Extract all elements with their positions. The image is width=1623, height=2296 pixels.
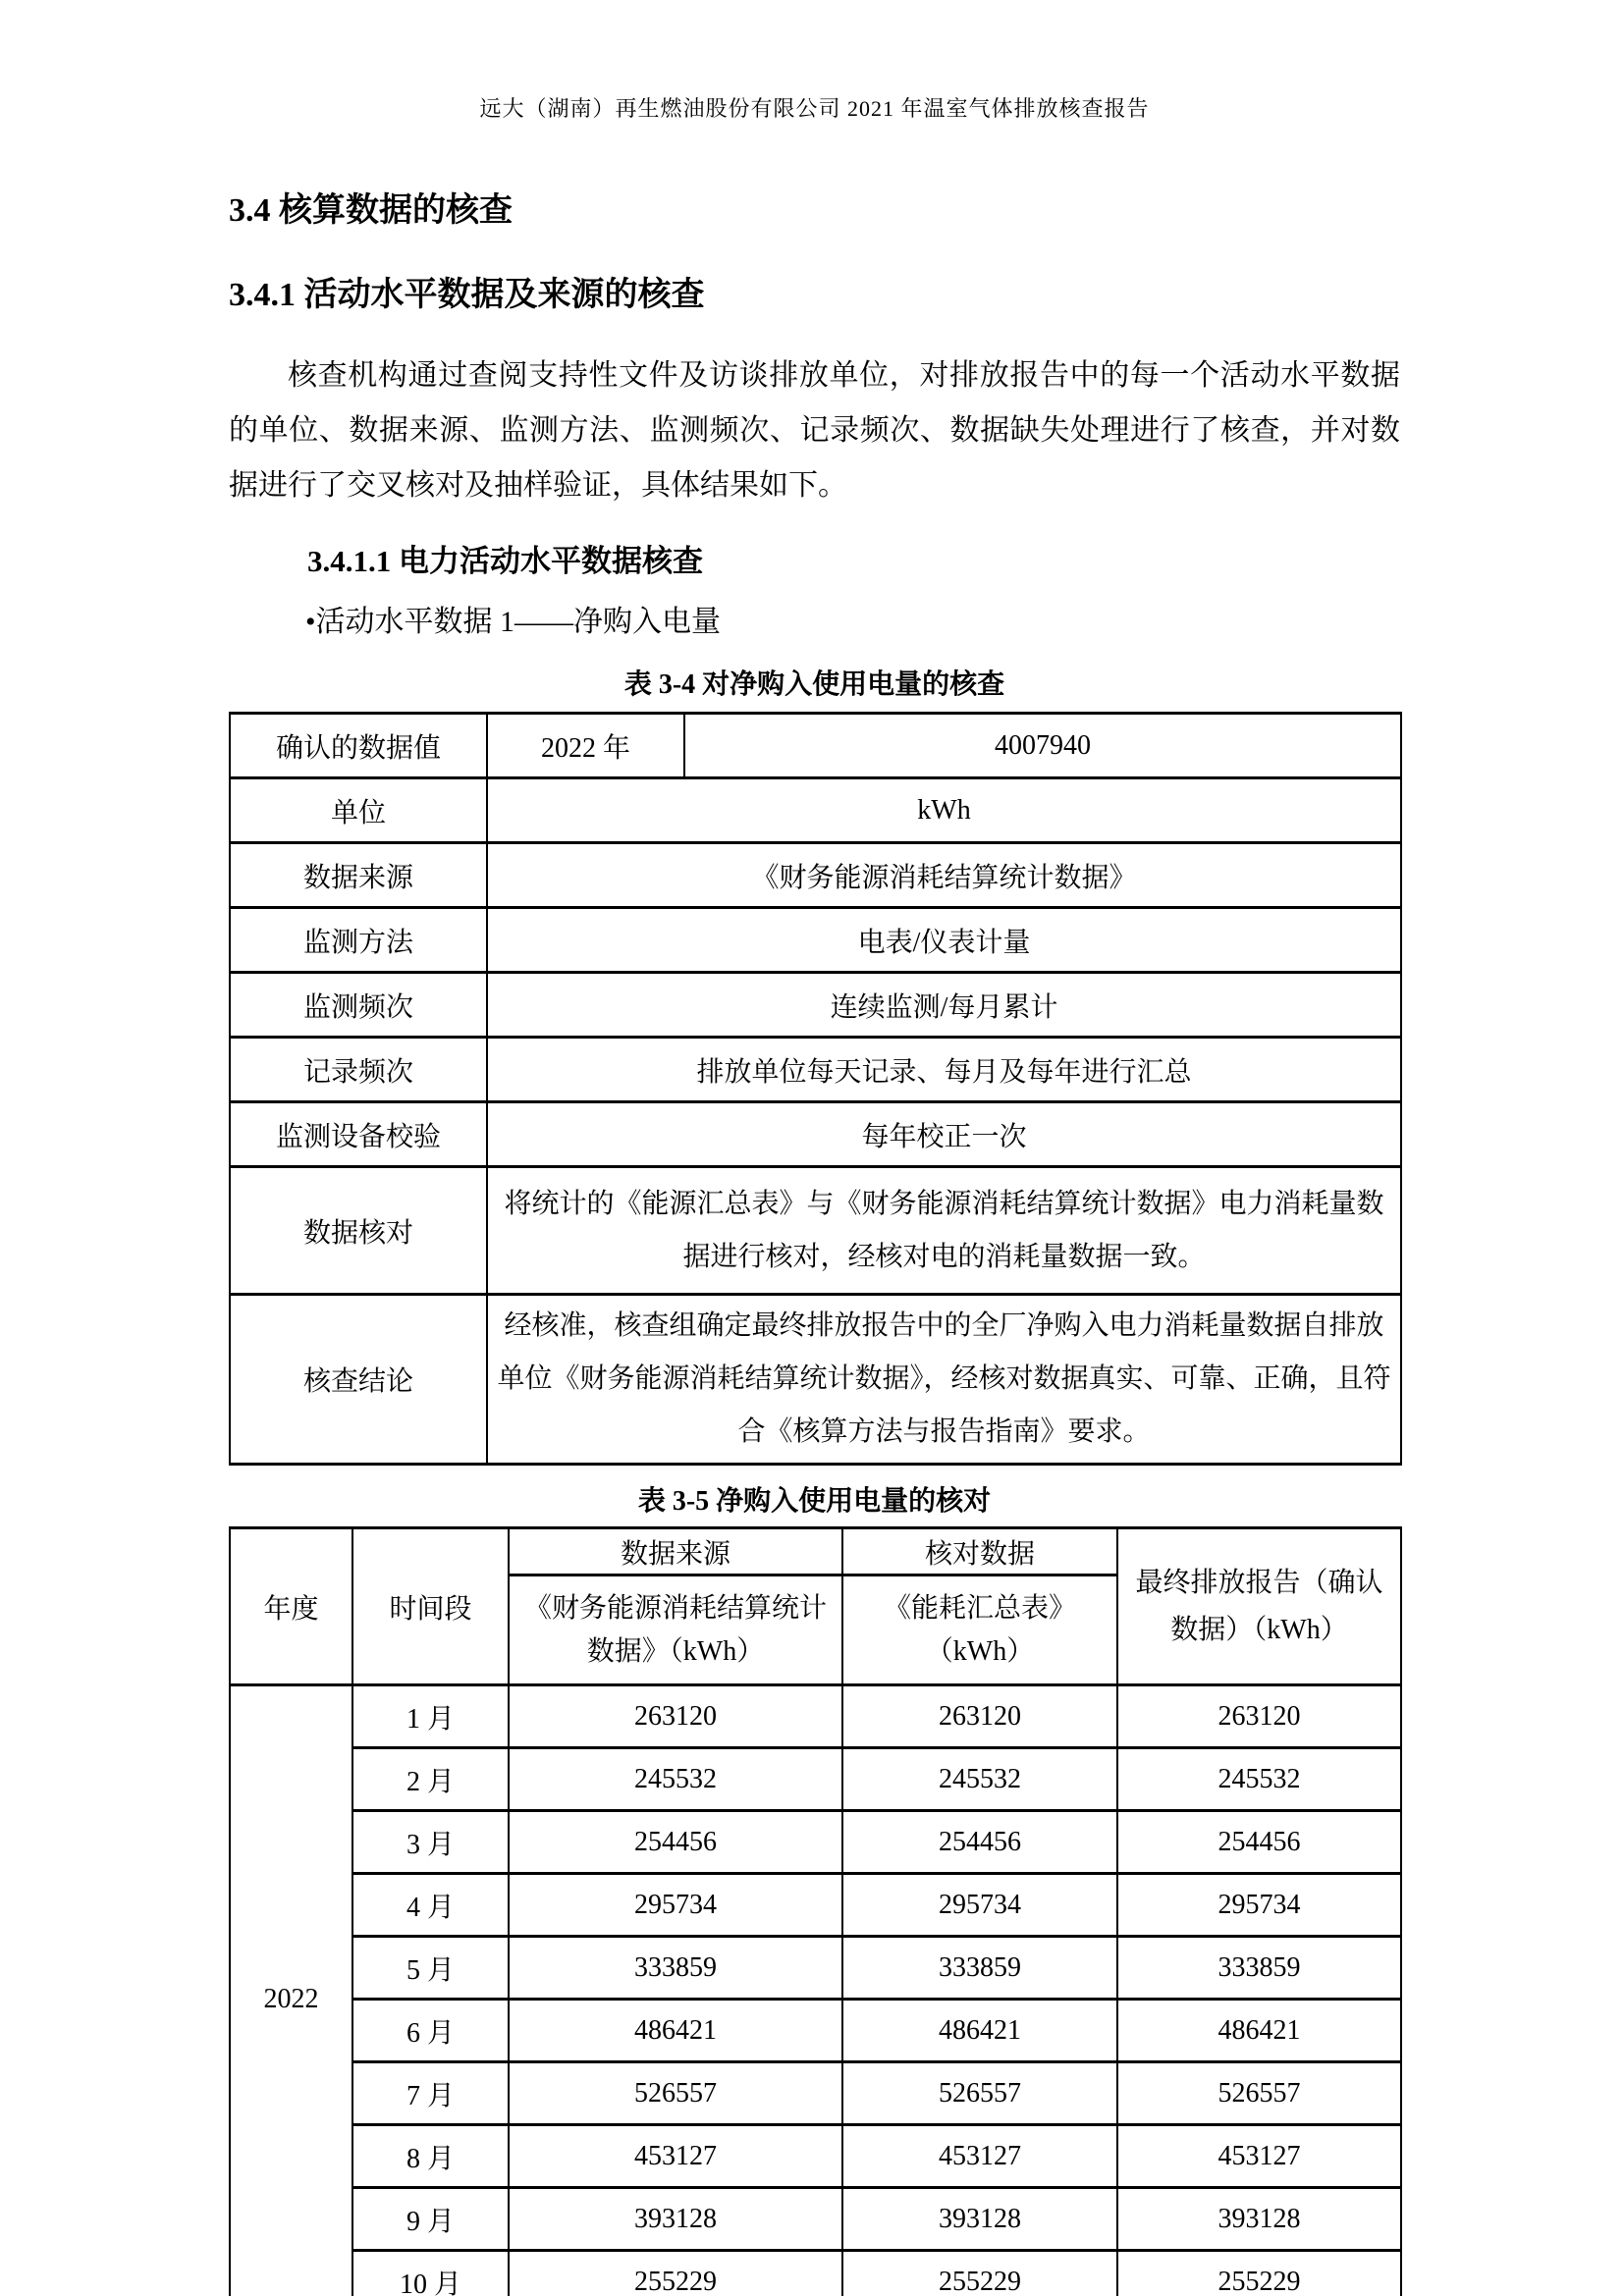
t34-confirmed-label: 确认的数据值: [230, 714, 487, 778]
t35-final-value: 295734: [1117, 1874, 1401, 1937]
heading-3-4: 3.4 核算数据的核查: [229, 192, 513, 229]
t35-source-value: 254456: [509, 1811, 842, 1874]
table-row: [230, 1811, 1401, 1874]
t35-month: 9 月: [352, 2188, 509, 2251]
table-row: [230, 2188, 1401, 2251]
t35-final-value: 333859: [1117, 1937, 1401, 2000]
t34-confirmed-year: 2022 年: [487, 714, 684, 778]
t35-month: 10 月: [352, 2251, 509, 2296]
activity-data-bullet: •活动水平数据 1——净购入电量: [305, 606, 722, 638]
t35-month: 7 月: [352, 2062, 509, 2125]
t34-row-label: 监测方法: [230, 908, 487, 973]
t35-check-value: 393128: [842, 2188, 1117, 2251]
t35-header-final: 最终排放报告（确认数据）（kWh）: [1117, 1528, 1401, 1685]
t35-final-value: 526557: [1117, 2062, 1401, 2125]
t35-check-value: 245532: [842, 1748, 1117, 1811]
table-row: [230, 778, 1401, 843]
t35-check-value: 453127: [842, 2125, 1117, 2188]
table-row: [230, 843, 1401, 908]
table-row: [230, 2000, 1401, 2062]
t35-header-check-group: 核对数据: [842, 1528, 1117, 1575]
t35-month: 6 月: [352, 2000, 509, 2062]
t35-source-value: 526557: [509, 2062, 842, 2125]
table-3-5-caption: 表 3-5 净购入使用电量的核对: [637, 1486, 992, 1517]
t35-header-year: 年度: [230, 1528, 352, 1685]
t35-source-value: 263120: [509, 1685, 842, 1748]
table-row: [230, 1295, 1401, 1465]
t34-row-value: 连续监测/每月累计: [487, 973, 1401, 1038]
t34-row-value: 将统计的《能源汇总表》与《财务能源消耗结算统计数据》电力消耗量数据进行核对，经核对电的消耗量数据一致。: [487, 1167, 1401, 1295]
t34-row-value: 排放单位每天记录、每月及每年进行汇总: [487, 1038, 1401, 1102]
t34-row-label: 数据来源: [230, 843, 487, 908]
table-row: [230, 2125, 1401, 2188]
t35-source-value: 255229: [509, 2251, 842, 2296]
t35-header-period: 时间段: [352, 1528, 509, 1685]
t35-header-source-group: 数据来源: [509, 1528, 842, 1575]
table-row: [230, 1685, 1401, 1748]
t35-source-value: 245532: [509, 1748, 842, 1811]
t34-row-label: 核查结论: [230, 1295, 487, 1465]
t35-month: 3 月: [352, 1811, 509, 1874]
table-row: [230, 1748, 1401, 1811]
t35-check-value: 333859: [842, 1937, 1117, 2000]
t35-source-value: 393128: [509, 2188, 842, 2251]
t34-confirmed-value: 4007940: [684, 714, 1401, 778]
heading-3-4-1-1: 3.4.1.1 电力活动水平数据核查: [307, 544, 703, 578]
intro-paragraph: 核查机构通过查阅支持性文件及访谈排放单位，对排放报告中的每一个活动水平数据的单位、数据来源、监测方法、监测频次、记录频次、数据缺失处理进行了核查，并对数据进行了交叉核对及抽样验证，具体结果如下。: [229, 359, 1400, 502]
table-3-4: [229, 712, 1402, 1466]
table-row: [230, 1874, 1401, 1937]
t35-month: 2 月: [352, 1748, 509, 1811]
document-header: 远大（湖南）再生燃油股份有限公司 2021 年温室气体排放核查报告: [479, 96, 1150, 121]
t35-check-value: 526557: [842, 2062, 1117, 2125]
t34-row-label: 记录频次: [230, 1038, 487, 1102]
t34-row-label: 数据核对: [230, 1167, 487, 1295]
t35-final-value: 254456: [1117, 1811, 1401, 1874]
t35-final-value: 255229: [1117, 2251, 1401, 2296]
t35-check-value: 486421: [842, 2000, 1117, 2062]
t35-final-value: 393128: [1117, 2188, 1401, 2251]
table-row: [230, 1167, 1401, 1295]
t35-final-value: 486421: [1117, 2000, 1401, 2062]
t35-check-value: 254456: [842, 1811, 1117, 1874]
t35-source-value: 486421: [509, 2000, 842, 2062]
table-row: [230, 908, 1401, 973]
t35-check-value: 263120: [842, 1685, 1117, 1748]
t34-row-value: kWh: [487, 778, 1401, 843]
t35-month: 5 月: [352, 1937, 509, 2000]
t35-year-value: 2022: [230, 1685, 352, 2296]
t35-final-value: 263120: [1117, 1685, 1401, 1748]
table-row: [230, 1102, 1401, 1167]
t35-source-value: 453127: [509, 2125, 842, 2188]
table-row: [230, 2251, 1401, 2296]
t34-row-label: 监测频次: [230, 973, 487, 1038]
t35-source-value: 295734: [509, 1874, 842, 1937]
table-3-4-caption: 表 3-4 对净购入使用电量的核查: [623, 669, 1005, 700]
t35-month: 8 月: [352, 2125, 509, 2188]
t35-check-value: 255229: [842, 2251, 1117, 2296]
table-row: [230, 714, 1401, 778]
t34-row-label: 单位: [230, 778, 487, 843]
t35-month: 1 月: [352, 1685, 509, 1748]
t34-row-value: 《财务能源消耗结算统计数据》: [487, 843, 1401, 908]
t35-header-source-detail: 《财务能源消耗结算统计数据》（kWh）: [509, 1575, 842, 1685]
t35-final-value: 453127: [1117, 2125, 1401, 2188]
heading-3-4-1: 3.4.1 活动水平数据及来源的核查: [229, 277, 705, 313]
table-header-row: [230, 1528, 1401, 1575]
t34-row-value: 电表/仪表计量: [487, 908, 1401, 973]
table-row: [230, 973, 1401, 1038]
t34-row-value: 经核准，核查组确定最终排放报告中的全厂净购入电力消耗量数据自排放单位《财务能源消耗结算统计数据》，经核对数据真实、可靠、正确，且符合《核算方法与报告指南》要求。: [487, 1295, 1401, 1465]
t35-month: 4 月: [352, 1874, 509, 1937]
t35-header-check-detail: 《能耗汇总表》（kWh）: [842, 1575, 1117, 1685]
t34-row-value: 每年校正一次: [487, 1102, 1401, 1167]
table-row: [230, 1038, 1401, 1102]
t35-source-value: 333859: [509, 1937, 842, 2000]
table-3-5: [229, 1526, 1402, 2296]
t35-final-value: 245532: [1117, 1748, 1401, 1811]
table-row: [230, 2062, 1401, 2125]
table-row: [230, 1937, 1401, 2000]
t35-check-value: 295734: [842, 1874, 1117, 1937]
t34-row-label: 监测设备校验: [230, 1102, 487, 1167]
